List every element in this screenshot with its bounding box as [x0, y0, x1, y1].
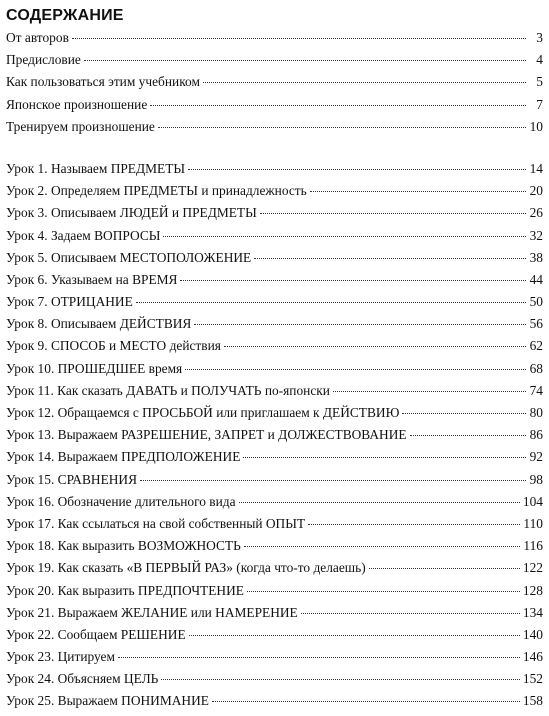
- front-matter-entry[interactable]: [6, 74, 543, 96]
- lesson-entry[interactable]: [6, 649, 543, 671]
- entry-title: Урок 19. Как сказать «В ПЕРВЫЙ РАЗ» (когда что-то делаешь): [6, 560, 366, 576]
- entry-title: Урок 20. Как выразить ПРЕДПОЧТЕНИЕ: [6, 582, 244, 598]
- entry-title: Урок 21. Выражаем ЖЕЛАНИЕ или НАМЕРЕНИЕ: [6, 604, 298, 620]
- front-matter-entry[interactable]: [6, 119, 543, 141]
- section-gap: [6, 141, 543, 161]
- page-number: 80: [529, 405, 543, 420]
- dot-leader: [239, 502, 520, 503]
- dot-leader: [72, 38, 526, 39]
- page-number: 56: [529, 316, 543, 332]
- page-number: 68: [529, 360, 543, 376]
- lessons-list: [6, 161, 543, 716]
- page-number: 26: [529, 205, 543, 221]
- dot-leader: [203, 82, 526, 83]
- page-number: 38: [529, 249, 543, 265]
- entry-title: Урок 9. СПОСОБ и МЕСТО действия: [6, 338, 221, 354]
- page-number: 158: [522, 693, 543, 709]
- dot-leader: [118, 657, 520, 658]
- lesson-entry[interactable]: [6, 494, 543, 516]
- page-number: 3: [536, 30, 543, 45]
- page-number: 152: [522, 671, 543, 687]
- dot-leader: [308, 524, 520, 525]
- page-number: 44: [529, 271, 543, 287]
- entry-title: Урок 12. Обращаемся с ПРОСЬБОЙ или приглашаем к ДЕЙСТВИЮ: [6, 405, 400, 420]
- lesson-entry[interactable]: [6, 294, 543, 316]
- entry-title: Урок 22. Сообщаем РЕШЕНИЕ: [6, 626, 186, 642]
- page-number: 7: [536, 96, 543, 112]
- front-matter-list: [6, 30, 543, 141]
- lesson-entry[interactable]: [6, 605, 543, 627]
- lesson-entry[interactable]: [6, 405, 543, 427]
- page-number: 122: [522, 560, 543, 576]
- page-number: 146: [522, 649, 543, 665]
- lesson-entry[interactable]: [6, 472, 543, 494]
- dot-leader: [402, 413, 526, 414]
- entry-title: Урок 6. Указываем на ВРЕМЯ: [6, 271, 178, 287]
- page-number: 134: [522, 604, 543, 620]
- page-number: 140: [522, 626, 543, 642]
- page-number: 32: [529, 227, 543, 243]
- page-number: 14: [529, 160, 543, 176]
- dot-leader: [260, 213, 526, 214]
- lesson-entry[interactable]: [6, 427, 543, 449]
- page-number: 86: [529, 427, 543, 443]
- entry-title: От авторов: [6, 30, 69, 45]
- entry-title: Урок 10. ПРОШЕДШЕЕ время: [6, 360, 183, 376]
- lesson-entry[interactable]: [6, 516, 543, 538]
- lesson-entry[interactable]: [6, 583, 543, 605]
- entry-title: Тренируем произношение: [6, 118, 155, 134]
- page-number: 116: [523, 538, 543, 554]
- entry-title: Урок 15. СРАВНЕНИЯ: [6, 471, 138, 487]
- dot-leader: [161, 679, 520, 680]
- dot-leader: [247, 591, 520, 592]
- lesson-entry[interactable]: [6, 361, 543, 383]
- dot-leader: [244, 546, 521, 547]
- dot-leader: [369, 568, 520, 569]
- entry-title: Урок 2. Определяем ПРЕДМЕТЫ и принадлежность: [6, 183, 307, 199]
- dot-leader: [188, 169, 526, 170]
- page-number: 128: [522, 582, 543, 598]
- dot-leader: [224, 346, 526, 347]
- front-matter-entry[interactable]: [6, 30, 543, 52]
- dot-leader: [158, 127, 526, 128]
- toc-title: СОДЕРЖАНИЕ: [6, 7, 124, 24]
- entry-title: Урок 18. Как выразить ВОЗМОЖНОСТЬ: [6, 538, 241, 554]
- dot-leader: [333, 391, 526, 392]
- page-number: 92: [529, 449, 543, 465]
- entry-title: Урок 25. Выражаем ПОНИМАНИЕ: [6, 693, 209, 709]
- table-of-contents-page: [6, 6, 543, 716]
- lesson-entry[interactable]: [6, 338, 543, 360]
- lesson-entry[interactable]: [6, 538, 543, 560]
- dot-leader: [185, 369, 526, 370]
- lesson-entry[interactable]: [6, 560, 543, 582]
- entry-title: Урок 23. Цитируем: [6, 649, 115, 665]
- entry-title: Урок 13. Выражаем РАЗРЕШЕНИЕ, ЗАПРЕТ и ДОЛЖЕСТВОВАНИЕ: [6, 427, 407, 443]
- page-number: 4: [536, 52, 543, 68]
- entry-title: Урок 4. Задаем ВОПРОСЫ: [6, 227, 161, 243]
- lesson-entry[interactable]: [6, 205, 543, 227]
- entry-title: Как пользоваться этим учебником: [6, 74, 200, 90]
- lesson-entry[interactable]: [6, 671, 543, 693]
- entry-title: Урок 17. Как ссылаться на свой собственный ОПЫТ: [6, 515, 306, 531]
- page-number: 20: [529, 183, 543, 199]
- entry-title: Предисловие: [6, 52, 81, 68]
- dot-leader: [254, 258, 526, 259]
- page-number: 5: [536, 74, 543, 90]
- entry-title: Урок 24. Объясняем ЦЕЛЬ: [6, 671, 159, 687]
- dot-leader: [243, 457, 526, 458]
- lesson-entry[interactable]: [6, 161, 543, 183]
- dot-leader: [410, 435, 526, 436]
- page-number: 50: [529, 294, 543, 310]
- dot-leader: [301, 613, 520, 614]
- entry-title: Урок 14. Выражаем ПРЕДПОЛОЖЕНИЕ: [6, 449, 241, 465]
- lesson-entry[interactable]: [6, 183, 543, 205]
- lesson-entry[interactable]: [6, 627, 543, 649]
- entry-title: Урок 7. ОТРИЦАНИЕ: [6, 294, 133, 310]
- dot-leader: [212, 701, 520, 702]
- entry-title: Урок 8. Описываем ДЕЙСТВИЯ: [6, 316, 192, 332]
- page-number: 62: [529, 338, 543, 354]
- entry-title: Урок 5. Описываем МЕСТОПОЛОЖЕНИЕ: [6, 249, 252, 265]
- dot-leader: [310, 191, 526, 192]
- lesson-entry[interactable]: [6, 383, 543, 405]
- entry-title: Урок 3. Описываем ЛЮДЕЙ и ПРЕДМЕТЫ: [6, 205, 257, 221]
- lesson-entry[interactable]: [6, 693, 543, 715]
- page-number: 98: [529, 471, 543, 487]
- dot-leader: [189, 635, 520, 636]
- page-number: 110: [523, 515, 543, 531]
- page-number: 104: [522, 493, 543, 509]
- lesson-entry[interactable]: [6, 250, 543, 272]
- entry-title: Урок 11. Как сказать ДАВАТЬ и ПОЛУЧАТЬ по-японски: [6, 382, 330, 398]
- dot-leader: [163, 236, 526, 237]
- lesson-entry[interactable]: [6, 228, 543, 250]
- entry-title: Японское произношение: [6, 96, 148, 112]
- lesson-entry[interactable]: [6, 449, 543, 471]
- lesson-entry[interactable]: [6, 316, 543, 338]
- entry-title: Урок 1. Называем ПРЕДМЕТЫ: [6, 160, 186, 176]
- dot-leader: [194, 324, 526, 325]
- page-number: 74: [529, 382, 543, 398]
- front-matter-entry[interactable]: [6, 52, 543, 74]
- lesson-entry[interactable]: [6, 272, 543, 294]
- dot-leader: [150, 105, 526, 106]
- dot-leader: [136, 302, 526, 303]
- dot-leader: [140, 480, 526, 481]
- page-number: 10: [529, 118, 543, 134]
- dot-leader: [84, 60, 526, 61]
- entry-title: Урок 16. Обозначение длительного вида: [6, 493, 236, 509]
- front-matter-entry[interactable]: [6, 97, 543, 119]
- dot-leader: [180, 280, 526, 281]
